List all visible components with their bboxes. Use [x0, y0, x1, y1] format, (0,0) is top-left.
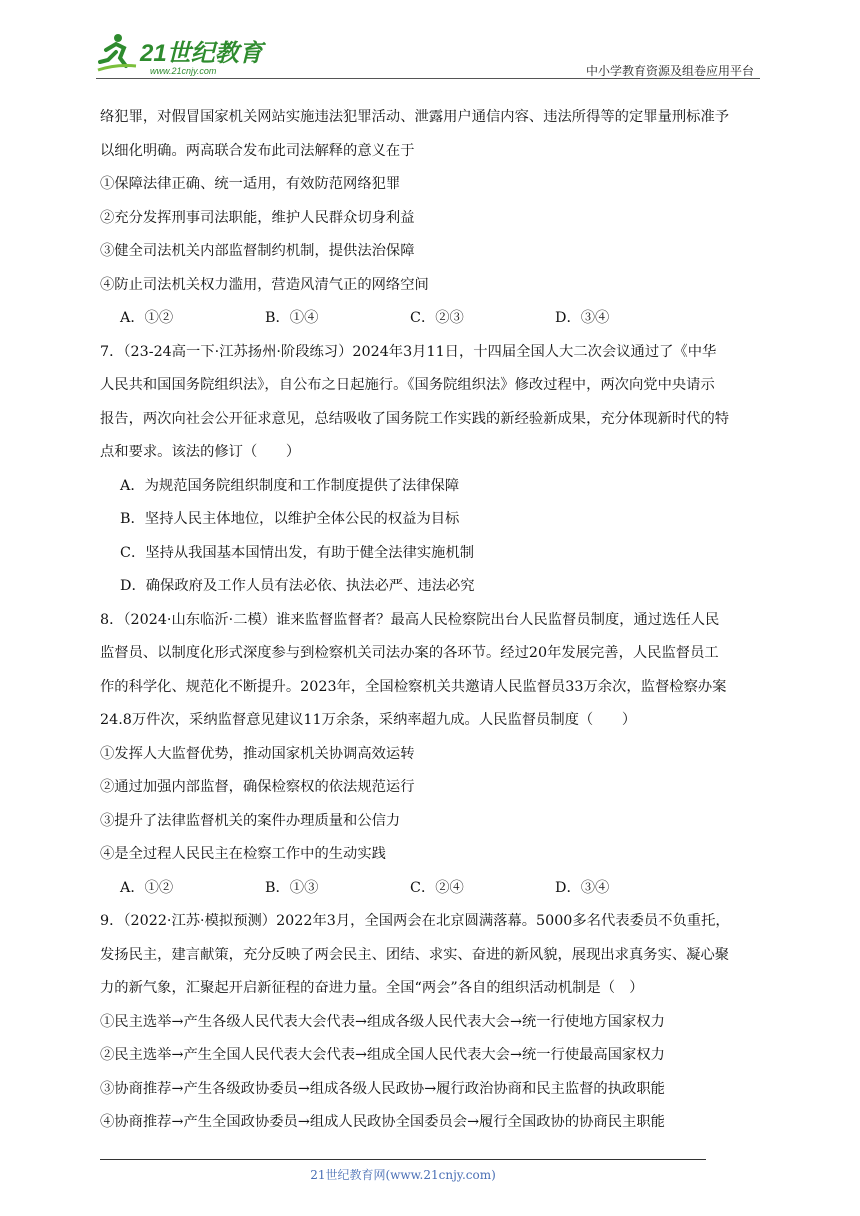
q6-options — [100, 302, 764, 336]
option-a: A．①② — [120, 879, 174, 896]
logo-text: 21世纪教育 — [140, 40, 263, 67]
q7-option-d: D．确保政府及工作人员有法必依、执法必严、违法必究 — [120, 578, 475, 594]
footer-divider — [100, 1159, 706, 1160]
option-c: C．②④ — [410, 879, 464, 896]
option-d: D．③④ — [555, 879, 610, 896]
q9-stem: 发扬民主，建言献策，充分反映了两会民主、团结、求实、奋进的新风貌，展现出求真务实、凝心聚 — [100, 946, 730, 963]
q9-statement-1: ①民主选举→产生各级人民代表大会代表→组成各级人民代表大会→统一行使地方国家权力 — [100, 1013, 665, 1030]
document-body — [100, 101, 764, 1140]
logo-subtext: www.21cnjy.com — [150, 66, 217, 76]
option-b: B．①④ — [265, 310, 319, 326]
q7-stem: 点和要求。该法的修订（ ） — [100, 444, 301, 460]
statement-4: ④防止司法机关权力滥用，营造风清气正的网络空间 — [100, 276, 429, 293]
q7-stem: 报告，两次向社会公开征求意见，总结吸收了国务院工作实践的新经验新成果，充分体现新时代的特 — [100, 410, 730, 427]
text-line: 以细化明确。两高联合发布此司法解释的意义在于 — [100, 142, 415, 159]
q7-option-c: C．坚持从我国基本国情出发，有助于健全法律实施机制 — [120, 544, 475, 561]
q7-stem: 7．（23-24高一下·江苏扬州·阶段练习）2024年3月11日，十四届全国人大二次会议通过了《中华 — [100, 343, 717, 360]
q8-statement-4: ④是全过程人民民主在检察工作中的生动实践 — [100, 846, 386, 862]
option-b: B．①③ — [265, 879, 319, 896]
page-header — [96, 30, 760, 80]
statement-2: ②充分发挥刑事司法职能，维护人民群众切身利益 — [100, 209, 415, 226]
footer-link[interactable]: 21世纪教育网(www.21cnjy.com) — [310, 1168, 496, 1182]
q8-options — [100, 872, 764, 906]
header-tagline: 中小学教育资源及组卷应用平台 — [585, 64, 754, 78]
q8-statement-3: ③提升了法律监督机关的案件办理质量和公信力 — [100, 812, 401, 829]
q9-stem: 力的新气象，汇聚起开启新征程的奋进力量。全国“两会”各自的组织活动机制是（ ） — [100, 980, 644, 996]
q8-statement-1: ①发挥人大监督优势，推动国家机关协调高效运转 — [100, 745, 415, 762]
q8-statement-2: ②通过加强内部监督，确保检察权的依法规范运行 — [100, 779, 415, 795]
q8-stem: 8．（2024·山东临沂·二模）谁来监督监督者？最高人民检察院出台人民监督员制度，通过选任人民 — [100, 611, 720, 628]
q7-option-a: A．为规范国务院组织制度和工作制度提供了法律保障 — [120, 477, 460, 494]
option-d: D．③④ — [555, 310, 610, 326]
q7-option-b: B．坚持人民主体地位，以维护全体公民的权益为目标 — [120, 511, 460, 527]
q9-statement-2: ②民主选举→产生全国人民代表大会代表→组成全国人民代表大会→统一行使最高国家权力 — [100, 1047, 665, 1063]
header-divider — [96, 78, 760, 79]
statement-3: ③健全司法机关内部监督制约机制，提供法治保障 — [100, 243, 415, 259]
site-logo — [96, 30, 266, 78]
q8-stem: 作的科学化、规范化不断提升。2023年，全国检察机关共邀请人民监督员33万余次，监督检察办案 — [100, 678, 727, 695]
statement-1: ①保障法律正确、统一适用，有效防范网络犯罪 — [100, 176, 401, 192]
q8-stem: 监督员、以制度化形式深度参与到检察机关司法办案的各环节。经过20年发展完善，人民监督员工 — [100, 645, 719, 661]
q8-stem: 24.8万件次，采纳监督意见建议11万余条，采纳率超九成。人民监督员制度（ ） — [100, 712, 637, 728]
q9-statement-4: ④协商推荐→产生全国政协委员→组成人民政协全国委员会→履行全国政协的协商民主职能 — [100, 1114, 665, 1130]
option-c: C．②③ — [410, 310, 464, 326]
q9-statement-3: ③协商推荐→产生各级政协委员→组成各级人民政协→履行政治协商和民主监督的执政职能 — [100, 1080, 665, 1097]
option-a: A．①② — [120, 310, 174, 326]
text-line: 络犯罪，对假冒国家机关网站实施违法犯罪活动、泄露用户通信内容、违法所得等的定罪量刑标准予 — [100, 109, 730, 125]
q9-stem: 9．（2022·江苏·模拟预测）2022年3月，全国两会在北京圆满落幕。5000多名代表委员不负重托， — [100, 913, 730, 929]
q7-stem: 人民共和国国务院组织法》，自公布之日起施行。《国务院组织法》修改过程中，两次向党中央请示 — [100, 377, 715, 393]
runner-icon — [98, 34, 136, 70]
